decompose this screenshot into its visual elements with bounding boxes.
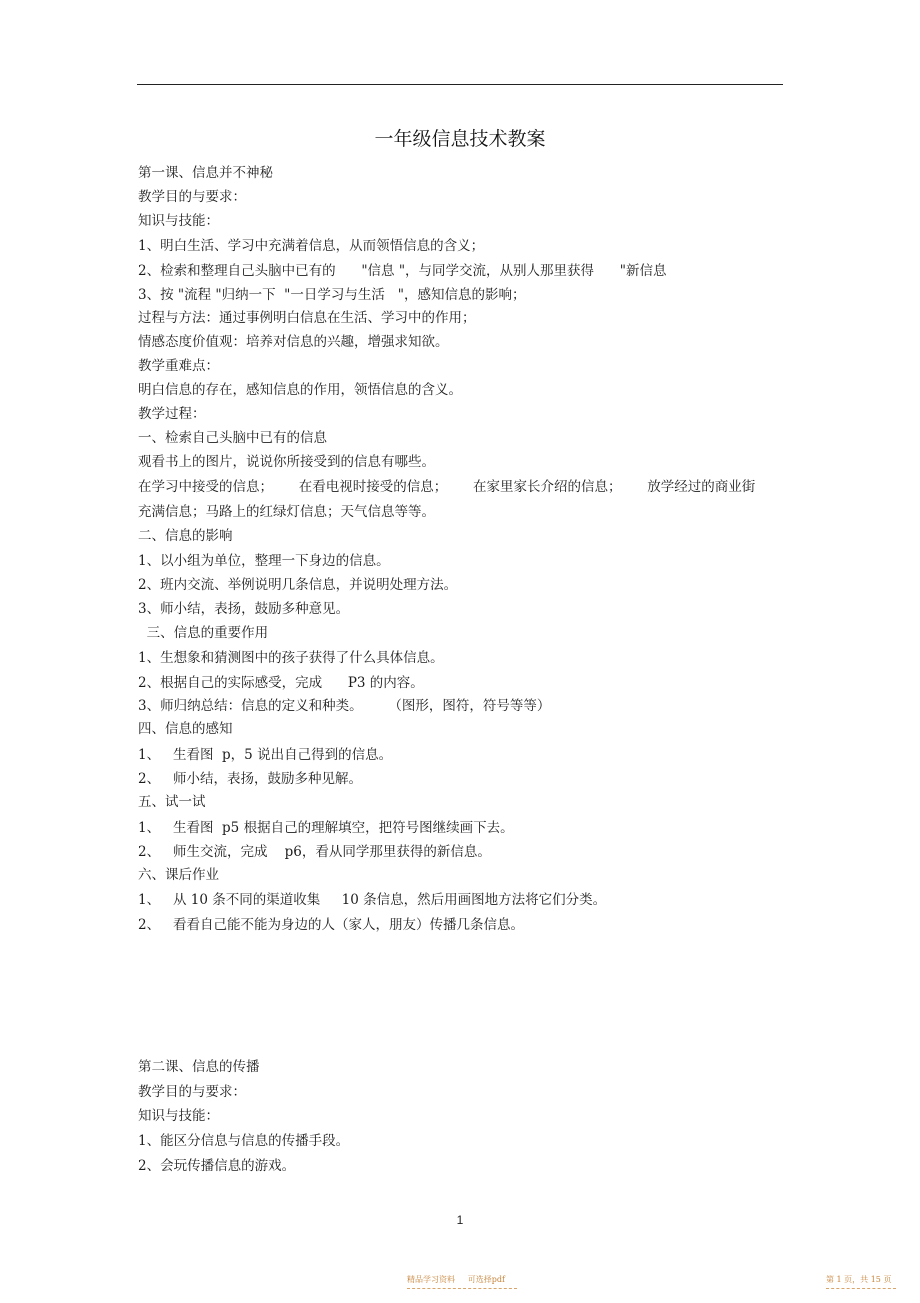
footer-left-dash: [407, 1288, 517, 1289]
footer-left-text: 精品学习资料 可选择pdf: [407, 1275, 505, 1284]
text-line: 1、 生看图 p5 根据自己的理解填空，把符号图继续画下去。: [138, 820, 514, 836]
footer-right-dash: [826, 1288, 896, 1289]
text-line: 第二课、信息的传播: [138, 1059, 260, 1075]
text-line: 教学过程：: [138, 406, 206, 422]
text-line: 四、信息的感知: [138, 721, 233, 737]
text-line: 明白信息的存在，感知信息的作用，领悟信息的含义。: [138, 382, 462, 398]
text-line: 2、 师生交流，完成 p6，看从同学那里获得的新信息。: [138, 844, 491, 860]
text-line: 充满信息；马路上的红绿灯信息；天气信息等等。: [138, 504, 435, 520]
text-line: 2、班内交流、举例说明几条信息，并说明处理方法。: [138, 577, 458, 593]
text-line: 2、 看看自己能不能为身边的人（家人，朋友）传播几条信息。: [138, 917, 524, 933]
text-line: 2、检索和整理自己头脑中已有的 "信息 "，与同学交流，从别人那里获得 "新信息: [138, 263, 667, 279]
text-line: 知识与技能：: [138, 213, 219, 229]
header-rule: [137, 84, 783, 85]
text-line: 六、课后作业: [138, 867, 219, 883]
text-line: 教学目的与要求：: [138, 189, 246, 205]
text-line: 知识与技能：: [138, 1108, 219, 1124]
document-title: 一年级信息技术教案: [374, 128, 546, 150]
text-line: 3、师小结，表扬，鼓励多种意见。: [138, 601, 350, 617]
text-line: 1、生想象和猜测图中的孩子获得了什么具体信息。: [138, 650, 444, 666]
text-line: 观看书上的图片，说说你所接受到的信息有哪些。: [138, 454, 435, 470]
page-number: 1: [456, 1213, 464, 1227]
text-line: 1、 生看图 p，5 说出自己得到的信息。: [138, 747, 393, 763]
text-line: 过程与方法：通过事例明白信息在生活、学习中的作用；: [138, 310, 476, 326]
text-line: 二、信息的影响: [138, 528, 233, 544]
text-line: 1、 从 10 条不同的渠道收集 10 条信息，然后用画图地方法将它们分类。: [138, 892, 607, 908]
text-line: 一、检索自己头脑中已有的信息: [138, 430, 327, 446]
text-line: 五、试一试: [138, 794, 206, 810]
text-line: 1、明白生活、学习中充满着信息，从而领悟信息的含义；: [138, 238, 485, 254]
text-line: 1、以小组为单位，整理一下身边的信息。: [138, 553, 390, 569]
text-line: 2、根据自己的实际感受，完成 P3 的内容。: [138, 675, 424, 691]
text-line: 2、 师小结，表扬，鼓励多种见解。: [138, 771, 362, 787]
text-line: 在学习中接受的信息； 在看电视时接受的信息； 在家里家长介绍的信息； 放学经过的商业街: [138, 479, 756, 495]
text-line: 3、师归纳总结：信息的定义和种类。 （图形，图符，符号等等）: [138, 698, 551, 714]
text-line: 第一课、信息并不神秘: [138, 165, 273, 181]
text-line: 2、会玩传播信息的游戏。: [138, 1158, 296, 1174]
footer-right-text: 第 1 页，共 15 页: [826, 1275, 892, 1284]
text-line: 三、信息的重要作用: [138, 625, 269, 641]
text-line: 情感态度价值观：培养对信息的兴趣，增强求知欲。: [138, 334, 449, 350]
text-line: 教学重难点：: [138, 358, 219, 374]
text-line: 教学目的与要求：: [138, 1084, 246, 1100]
text-line: 1、能区分信息与信息的传播手段。: [138, 1133, 350, 1149]
text-line: 3、按 "流程 "归纳一下 "一日学习与生活 "，感知信息的影响；: [138, 287, 526, 303]
